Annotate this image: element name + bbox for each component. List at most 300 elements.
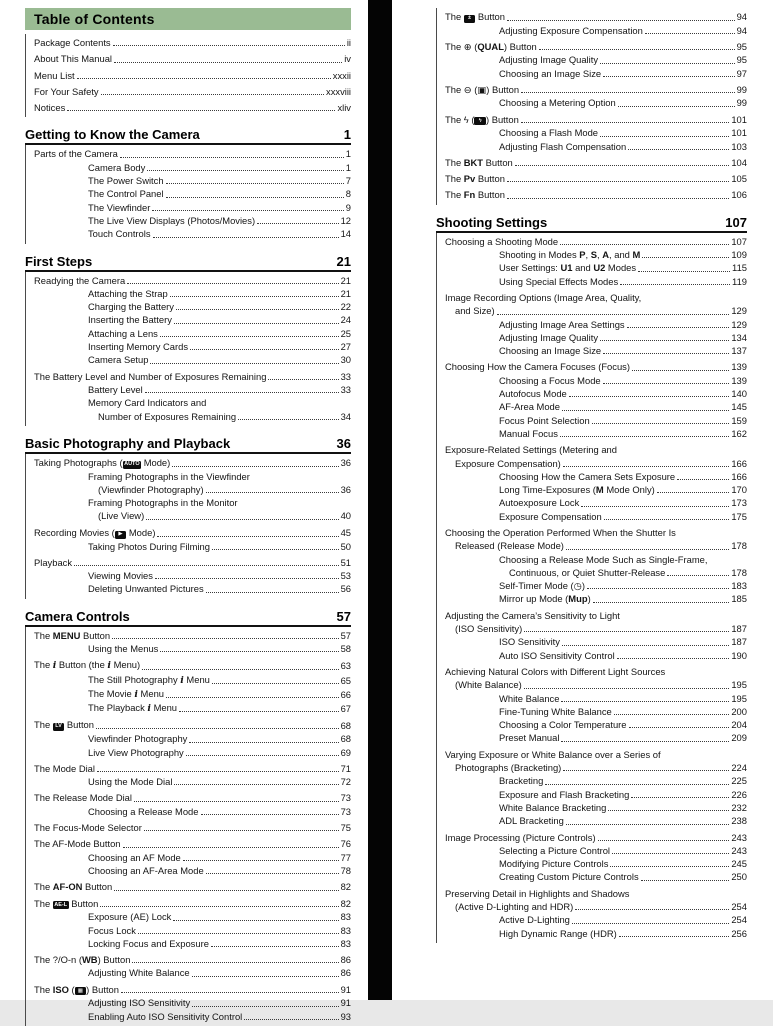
toc-entry[interactable] [34, 1010, 351, 1023]
toc-entry[interactable] [445, 414, 747, 427]
dot-leader [212, 683, 339, 684]
toc-entry[interactable] [445, 83, 747, 96]
entry-label: The AE-L Button [34, 897, 99, 909]
toc-entry[interactable] [445, 470, 747, 483]
section-entry-block [25, 454, 351, 599]
toc-entry[interactable] [445, 705, 747, 718]
toc-entry[interactable] [34, 687, 351, 701]
dot-leader [155, 578, 339, 579]
toc-entry[interactable] [34, 300, 351, 313]
entry-label: Adjusting the Camera’s Sensitivity to Light [445, 609, 620, 621]
dot-leader [157, 536, 338, 537]
toc-entry-line [499, 566, 747, 579]
live-view-button-icon: LV [53, 723, 65, 731]
entry-page-number: 119 [732, 275, 747, 287]
toc-entry[interactable] [34, 313, 351, 326]
dot-leader [641, 880, 730, 881]
toc-entry[interactable] [445, 53, 747, 66]
entry-label: ADL Bracketing [499, 815, 564, 827]
toc-entry-line [88, 996, 351, 1009]
toc-entry[interactable] [445, 67, 747, 80]
toc-entry[interactable] [34, 996, 351, 1009]
entry-page-number: 166 [731, 457, 747, 469]
toc-entry[interactable] [34, 456, 351, 470]
entry-page-number: 12 [340, 214, 351, 226]
dot-leader [212, 549, 339, 550]
section-title: Getting to Know the Camera [25, 127, 200, 143]
toc-entry[interactable] [445, 318, 747, 331]
dot-leader [566, 549, 729, 550]
toc-entry-line [34, 762, 351, 775]
entry-label: (Live View) [98, 510, 145, 522]
entry-label: Readying the Camera [34, 274, 126, 286]
entry-page-number: 30 [340, 354, 351, 366]
toc-entry-line [34, 52, 351, 65]
entry-label: Adjusting Image Quality [499, 54, 599, 66]
dot-leader [127, 283, 338, 284]
toc-entry-line [445, 678, 747, 691]
entry-page-number: 178 [731, 566, 747, 578]
toc-entry[interactable] [445, 374, 747, 387]
toc-entry-line [445, 900, 747, 913]
toc-entry[interactable] [34, 910, 351, 923]
toc-entry[interactable] [445, 248, 747, 261]
toc-entry[interactable] [445, 927, 747, 940]
section-heading[interactable] [25, 436, 351, 454]
toc-entry-line [499, 248, 747, 261]
toc-entry[interactable] [445, 235, 747, 248]
entry-label: Taking Photographs ( AUTO Mode) [34, 456, 171, 468]
dot-leader [629, 727, 730, 728]
toc-entry[interactable] [34, 880, 351, 893]
toc-entry[interactable] [34, 569, 351, 582]
auto-mode-icon: AUTO [124, 460, 140, 467]
toc-entry-line [34, 147, 351, 160]
entry-label: Using Special Effects Modes [499, 275, 619, 287]
toc-entry[interactable] [445, 172, 747, 185]
toc-entry-line [445, 665, 747, 678]
toc-entry[interactable] [34, 864, 351, 877]
toc-entry-line [88, 287, 351, 300]
toc-entry-line [499, 801, 747, 814]
entry-label: Camera Setup [88, 354, 149, 366]
toc-entry[interactable] [34, 227, 351, 240]
toc-entry-line [499, 649, 747, 662]
toc-entry[interactable] [34, 201, 351, 214]
toc-entry[interactable] [445, 831, 747, 844]
toc-entry[interactable] [445, 24, 747, 37]
entry-label: Inserting the Battery [88, 314, 172, 326]
entry-label: Image Recording Options (Image Area, Quality, [445, 291, 642, 303]
toc-entry[interactable] [34, 701, 351, 715]
toc-entry-line [88, 1010, 351, 1023]
toc-entry-line [88, 673, 351, 687]
toc-entry[interactable] [445, 483, 747, 496]
dot-leader [257, 223, 338, 224]
toc-entry[interactable] [34, 937, 351, 950]
toc-entry-line [499, 344, 747, 357]
toc-entry[interactable] [445, 788, 747, 801]
toc-entry[interactable] [34, 629, 351, 642]
entry-page-number: 73 [340, 792, 351, 804]
toc-entry[interactable] [445, 126, 747, 139]
toc-entry[interactable] [34, 353, 351, 366]
toc-entry[interactable] [445, 801, 747, 814]
toc-entry[interactable] [34, 924, 351, 937]
toc-entry[interactable] [445, 609, 747, 636]
toc-entry-line [499, 140, 747, 153]
entry-page-number: 134 [731, 331, 747, 343]
toc-entry[interactable] [34, 718, 351, 732]
entry-label: Bracketing [499, 775, 544, 787]
toc-entry-line [34, 36, 351, 49]
dot-leader [627, 327, 730, 328]
toc-entry[interactable] [34, 966, 351, 979]
dot-leader [146, 519, 338, 520]
section-page-number: 107 [725, 214, 747, 230]
toc-entry-line [445, 172, 747, 185]
toc-entry[interactable] [34, 851, 351, 864]
toc-entry[interactable] [34, 383, 351, 396]
toc-entry[interactable] [34, 161, 351, 174]
toc-entry[interactable] [445, 579, 747, 592]
dot-leader [123, 847, 339, 848]
dot-leader [562, 410, 729, 411]
toc-entry[interactable] [445, 553, 747, 580]
toc-entry-line [445, 304, 747, 317]
entry-page-number: 83 [340, 911, 351, 923]
toc-entry-line [34, 658, 351, 672]
toc-entry[interactable] [34, 791, 351, 804]
entry-label: The i Button (the i Menu) [34, 659, 141, 672]
toc-entry[interactable] [445, 113, 747, 127]
dot-leader [563, 466, 730, 467]
toc-entry[interactable] [34, 147, 351, 160]
dot-leader [521, 92, 735, 93]
toc-entry[interactable] [445, 731, 747, 744]
entry-page-number: 107 [731, 235, 747, 247]
toc-entry[interactable] [34, 174, 351, 187]
toc-entry-line [445, 457, 747, 470]
toc-entry-line [34, 629, 351, 642]
toc-entry[interactable] [34, 582, 351, 595]
entry-label: Parts of the Camera [34, 148, 118, 160]
toc-entry[interactable] [445, 592, 747, 605]
toc-entry[interactable] [34, 287, 351, 300]
entry-page-number: 105 [731, 173, 747, 185]
entry-label: The ϟ ( ϟ ) Button [445, 113, 519, 125]
toc-entry[interactable] [34, 732, 351, 745]
entry-page-number: 91 [340, 997, 351, 1009]
toc-entry-line [499, 731, 747, 744]
toc-entry[interactable] [34, 658, 351, 672]
toc-entry[interactable] [445, 496, 747, 509]
entry-label: Exposure Compensation [499, 510, 602, 522]
dot-leader [560, 436, 729, 437]
metering-icon: ▣ [477, 83, 487, 95]
entry-page-number: 57 [340, 629, 351, 641]
section-heading[interactable] [436, 215, 747, 233]
section-title: Shooting Settings [436, 214, 548, 230]
entry-label: Recording Movies ( ▶ Mode) [34, 526, 156, 538]
entry-page-number: 129 [731, 305, 747, 317]
toc-entry-line [499, 318, 747, 331]
toc-entry[interactable] [34, 69, 351, 82]
dot-leader [201, 814, 339, 815]
toc-entry-line [34, 983, 351, 997]
dot-leader [96, 728, 339, 729]
toc-entry[interactable] [445, 887, 747, 914]
toc-entry[interactable] [445, 857, 747, 870]
dot-leader [206, 492, 339, 493]
entry-label: Exposure Compensation) [455, 457, 561, 469]
toc-entry[interactable] [445, 275, 747, 288]
dot-leader [657, 492, 730, 493]
entry-label: Continuous, or Quiet Shutter-Release [509, 566, 666, 578]
entry-label: Choosing an AF-Area Mode [88, 864, 204, 876]
toc-entry-line [499, 857, 747, 870]
dot-leader [190, 349, 339, 350]
toc-entry-line [88, 746, 351, 759]
flash-icon: ϟ [463, 113, 469, 125]
toc-entry[interactable] [34, 775, 351, 788]
toc-entry[interactable] [34, 214, 351, 227]
toc-entry-line [88, 187, 351, 200]
dot-leader [138, 933, 339, 934]
entry-page-number: 68 [340, 719, 351, 731]
toc-entry[interactable] [445, 331, 747, 344]
dot-leader [608, 810, 729, 811]
dot-leader [147, 170, 343, 171]
toc-entry[interactable] [445, 844, 747, 857]
section-heading[interactable] [25, 254, 351, 272]
dot-leader [174, 784, 338, 785]
toc-entry[interactable] [34, 540, 351, 553]
entry-label: Active D-Lighting [499, 914, 570, 926]
dot-leader [587, 588, 729, 589]
entry-page-number: 77 [340, 851, 351, 863]
entry-page-number: xliv [337, 102, 351, 114]
toc-entry[interactable] [445, 400, 747, 413]
entry-page-number: 53 [340, 570, 351, 582]
entry-page-number: 224 [731, 762, 747, 774]
entry-label: Adjusting Image Area Settings [499, 318, 625, 330]
dot-leader [612, 853, 729, 854]
entry-label: Image Processing (Picture Controls) [445, 831, 596, 843]
toc-entry[interactable] [445, 40, 747, 53]
toc-entry-line [34, 370, 351, 383]
toc-entry[interactable] [34, 274, 351, 287]
toc-entry-line [499, 67, 747, 80]
toc-entry[interactable] [445, 140, 747, 153]
entry-page-number: 250 [731, 871, 747, 883]
entry-label: The Movie i Menu [88, 687, 164, 700]
toc-entry[interactable] [445, 10, 747, 24]
toc-entry[interactable] [445, 344, 747, 357]
toc-entry-line [499, 374, 747, 387]
entry-label: Menu List [34, 69, 75, 81]
toc-entry[interactable] [445, 96, 747, 109]
toc-entry[interactable] [445, 510, 747, 523]
toc-entry[interactable] [34, 496, 351, 523]
toc-entry-line [499, 427, 747, 440]
section-page-number: 1 [343, 127, 351, 143]
entry-page-number: 1 [345, 161, 351, 173]
dot-leader [192, 976, 339, 977]
dot-leader [610, 866, 729, 867]
toc-entry[interactable] [445, 360, 747, 373]
toc-entry-line [445, 526, 747, 539]
toc-entry[interactable] [34, 340, 351, 353]
dot-leader [114, 890, 338, 891]
toc-entry[interactable] [445, 649, 747, 662]
toc-title: Table of Contents [34, 11, 155, 27]
entry-page-number: 27 [340, 341, 351, 353]
toc-entry-line [88, 396, 351, 409]
entry-label: White Balance Bracketing [499, 801, 607, 813]
dot-leader [173, 920, 338, 921]
dot-leader [174, 323, 339, 324]
toc-entry[interactable] [34, 187, 351, 200]
toc-entry-line [88, 775, 351, 788]
section-heading[interactable] [25, 127, 351, 145]
toc-entry[interactable] [445, 718, 747, 731]
entry-label: Playback [34, 556, 73, 568]
toc-entry-line [445, 360, 747, 373]
entry-label: Viewfinder Photography [88, 733, 188, 745]
dot-leader [631, 797, 729, 798]
toc-entry[interactable] [445, 870, 747, 883]
toc-entry[interactable] [445, 635, 747, 648]
toc-entry[interactable] [445, 526, 747, 553]
entry-page-number: 86 [340, 954, 351, 966]
entry-page-number: 159 [731, 414, 747, 426]
zoom-out-icon: ⊖ [463, 83, 472, 95]
entry-page-number: 185 [731, 593, 747, 605]
entry-page-number: 8 [345, 188, 351, 200]
toc-entry[interactable] [34, 642, 351, 655]
entry-page-number: 243 [731, 831, 747, 843]
entry-page-number: 83 [340, 924, 351, 936]
entry-label: The Still Photography i Menu [88, 673, 210, 686]
toc-entry[interactable] [445, 427, 747, 440]
toc-entry[interactable] [34, 526, 351, 540]
entry-page-number: 93 [340, 1010, 351, 1022]
toc-entry[interactable] [445, 188, 747, 201]
dot-leader [524, 631, 729, 632]
toc-entry[interactable] [445, 748, 747, 775]
dot-leader [166, 197, 344, 198]
toc-entry[interactable] [34, 746, 351, 759]
entry-label: The Playback i Menu [88, 702, 178, 715]
toc-entry[interactable] [445, 774, 747, 787]
toc-entry[interactable] [34, 805, 351, 818]
toc-entry[interactable] [34, 52, 351, 65]
toc-entry[interactable] [445, 814, 747, 827]
dot-leader [560, 244, 729, 245]
entry-label: The Mode Dial [34, 762, 95, 774]
entry-page-number: 109 [731, 249, 747, 261]
toc-entry[interactable] [445, 387, 747, 400]
toc-entry[interactable] [34, 85, 351, 98]
entry-label: The Power Switch [88, 175, 164, 187]
entry-label: Adjusting Flash Compensation [499, 140, 627, 152]
entry-page-number: 204 [731, 719, 747, 731]
toc-entry[interactable] [445, 692, 747, 705]
entry-page-number: 99 [736, 83, 747, 95]
entry-label: The MENU Button [34, 629, 111, 641]
toc-entry[interactable] [34, 821, 351, 834]
entry-label: Varying Exposure or White Balance over a Series of [445, 748, 661, 760]
entry-label: Preserving Detail in Highlights and Shadows [445, 887, 630, 899]
entry-label: For Your Safety [34, 85, 99, 97]
toc-entry[interactable] [445, 443, 747, 470]
toc-entry[interactable] [34, 953, 351, 966]
entry-label: The BKT Button [445, 156, 513, 168]
toc-entry-line [34, 274, 351, 287]
entry-label: The ⊖ (▣) Button [445, 83, 520, 95]
toc-entry[interactable] [445, 665, 747, 692]
toc-entry[interactable] [445, 291, 747, 318]
section-heading[interactable] [25, 609, 351, 627]
toc-entry-line [88, 410, 351, 423]
toc-entry-line [88, 327, 351, 340]
toc-entry-line [34, 526, 351, 540]
toc-entry[interactable] [34, 556, 351, 569]
self-timer-icon: ◷ [573, 580, 582, 592]
toc-entry[interactable] [34, 396, 351, 423]
toc-entry-line [88, 227, 351, 240]
dot-leader [172, 466, 338, 467]
entry-label: The Viewfinder [88, 201, 151, 213]
toc-entry[interactable] [34, 370, 351, 383]
dot-leader [132, 962, 338, 963]
toc-entry[interactable] [34, 470, 351, 497]
entry-label: The Pv Button [445, 173, 505, 185]
toc-entry-line [499, 496, 747, 509]
entry-page-number: 173 [731, 497, 747, 509]
toc-entry-line [499, 927, 747, 940]
toc-entry[interactable] [34, 327, 351, 340]
toc-entry[interactable] [445, 156, 747, 169]
dot-leader [566, 824, 730, 825]
entry-page-number: 36 [340, 457, 351, 469]
entry-page-number: 97 [736, 67, 747, 79]
entry-label: Taking Photos During Filming [88, 540, 210, 552]
toc-entry[interactable] [34, 762, 351, 775]
dot-leader [598, 840, 730, 841]
entry-label: Long Time-Exposures (M Mode Only) [499, 484, 655, 496]
toc-entry[interactable] [34, 36, 351, 49]
toc-entry[interactable] [34, 983, 351, 997]
toc-entry[interactable] [445, 913, 747, 926]
toc-entry-line [88, 569, 351, 582]
section-entry-block [25, 627, 351, 1026]
toc-entry[interactable] [34, 837, 351, 850]
entry-label: Fine-Tuning White Balance [499, 705, 612, 717]
toc-entry[interactable] [445, 261, 747, 274]
camera-controls-continuation-block [436, 8, 747, 205]
entry-page-number: 139 [731, 374, 747, 386]
toc-entry[interactable] [34, 673, 351, 687]
toc-entry-line [34, 880, 351, 893]
dot-leader [667, 575, 729, 576]
iso-button-secondary-icon: ▦ [75, 987, 87, 995]
dot-leader [593, 602, 730, 603]
toc-entry[interactable] [34, 101, 351, 114]
toc-entry-line [499, 579, 747, 592]
toc-entry[interactable] [34, 897, 351, 911]
